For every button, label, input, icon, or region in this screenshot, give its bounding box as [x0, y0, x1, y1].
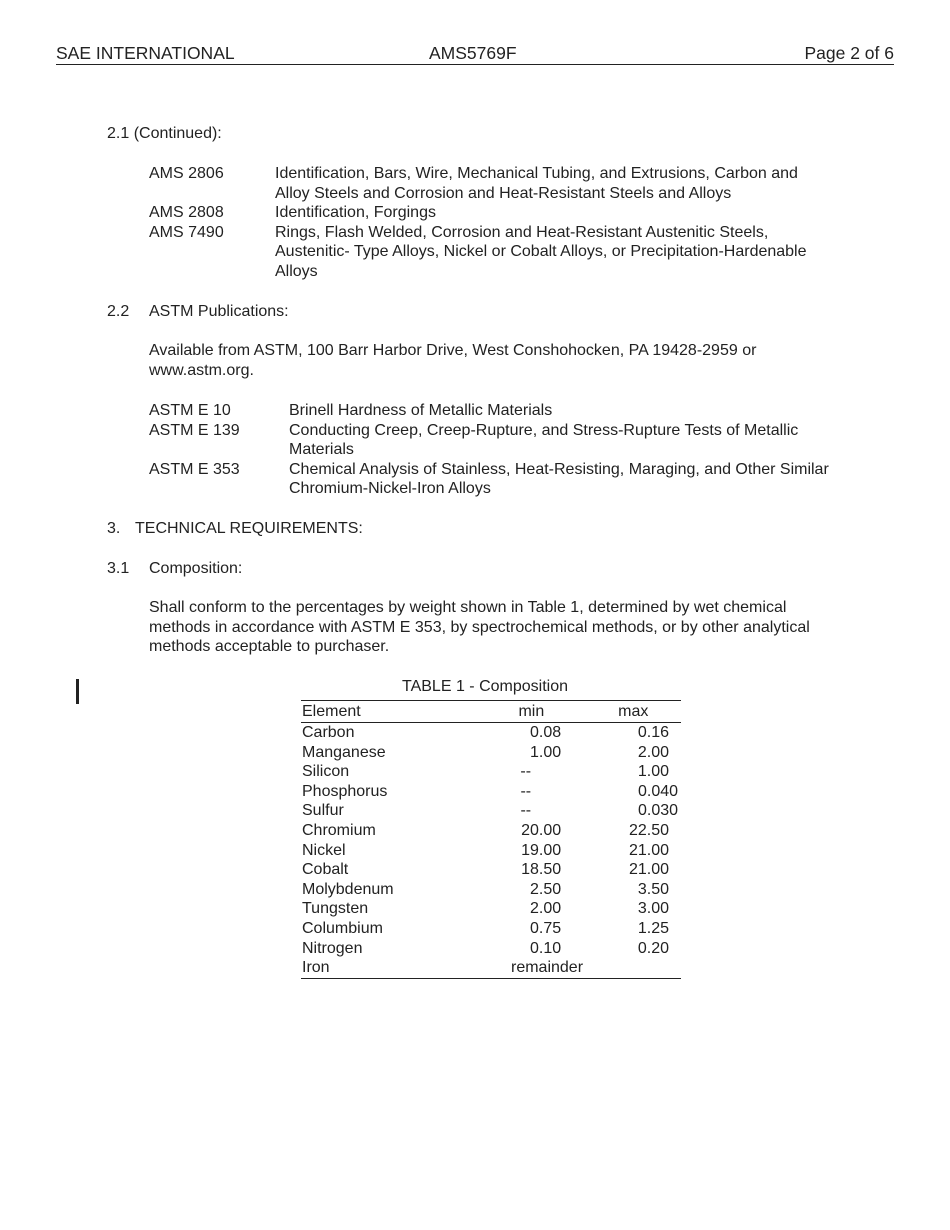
cell-max: 1.00 — [637, 763, 669, 781]
paragraph-line: methods acceptable to purchaser. — [149, 638, 390, 656]
reference-title — [289, 460, 879, 499]
table-row — [301, 743, 681, 763]
table-row — [301, 939, 681, 959]
cell-max: 0.040 — [637, 782, 679, 800]
header-min: min — [518, 703, 545, 721]
reference-title-line: Chromium-Nickel-Iron Alloys — [289, 480, 491, 498]
cell-max: 2.00 — [637, 743, 670, 761]
reference-id: ASTM E 10 — [149, 402, 231, 419]
table-row-iron — [301, 958, 681, 978]
table-row — [301, 801, 681, 821]
composition-paragraph — [149, 598, 879, 657]
reference-title — [289, 421, 879, 460]
revision-change-bar — [76, 679, 79, 704]
reference-id: AMS 7490 — [149, 223, 224, 241]
cell-min: -- — [520, 763, 532, 781]
cell-element: Nitrogen — [302, 939, 363, 957]
cell-min: 1.00 — [530, 743, 562, 761]
reference-title-line: Alloy Steels and Corrosion and Heat-Resistant Steels and Alloys — [275, 184, 732, 202]
ams-reference-2808 — [149, 203, 869, 223]
cell-element: Manganese — [302, 743, 386, 761]
availability-line: www.astm.org. — [149, 361, 254, 379]
section-3-number: 3. — [107, 520, 121, 537]
section-3-1-title: Composition: — [149, 560, 243, 577]
cell-element: Sulfur — [302, 802, 344, 820]
table-row — [301, 723, 681, 743]
reference-id: ASTM E 353 — [149, 460, 240, 478]
reference-title-line: Brinell Hardness of Metallic Materials — [289, 402, 553, 419]
cell-element: Iron — [302, 959, 330, 977]
cell-max: 21.00 — [628, 841, 670, 859]
header-max: max — [618, 703, 649, 721]
cell-min: -- — [520, 782, 532, 800]
reference-title-line: Chemical Analysis of Stainless, Heat-Resisting, Maraging, and Other Similar — [289, 460, 829, 478]
reference-id: ASTM E 139 — [149, 421, 240, 439]
cell-min: 0.08 — [530, 724, 562, 741]
section-2-2-title: ASTM Publications: — [149, 303, 289, 320]
cell-min: -- — [520, 802, 532, 820]
cell-element: Nickel — [302, 841, 346, 859]
reference-id: AMS 2808 — [149, 204, 224, 222]
page-header — [56, 44, 894, 65]
table-row — [301, 880, 681, 900]
section-2-1-heading: 2.1 (Continued): — [107, 125, 222, 142]
cell-element: Columbium — [302, 919, 383, 937]
ams-reference-7490 — [149, 223, 869, 282]
reference-title — [275, 223, 869, 282]
composition-table — [301, 700, 681, 979]
header-page-number: Page 2 of 6 — [804, 43, 894, 63]
table-row — [301, 860, 681, 880]
cell-min: 20.00 — [521, 821, 562, 839]
cell-element: Silicon — [302, 763, 350, 781]
cell-max: 0.20 — [637, 939, 670, 957]
cell-min: 0.75 — [530, 919, 562, 937]
table-row — [301, 899, 681, 919]
cell-max: 3.00 — [637, 900, 670, 918]
reference-title-line: Rings, Flash Welded, Corrosion and Heat-Resistant Austenitic Steels, — [275, 223, 769, 241]
header-element: Element — [302, 703, 361, 721]
table-row — [301, 919, 681, 939]
table-body — [301, 723, 681, 958]
paragraph-line: methods in accordance with ASTM E 353, by spectrochemical methods, or by other analytical — [149, 618, 810, 636]
cell-max: 21.00 — [628, 861, 670, 879]
cell-element: Tungsten — [302, 900, 369, 918]
table-1-title: TABLE 1 - Composition — [402, 678, 568, 695]
astm-reference-e139 — [149, 421, 879, 460]
reference-title-line: Alloys — [275, 262, 318, 280]
reference-title — [275, 203, 869, 223]
section-3-1-number: 3.1 — [107, 560, 130, 577]
header-org: SAE INTERNATIONAL — [56, 43, 235, 63]
reference-id: AMS 2806 — [149, 165, 224, 182]
reference-title-line: Conducting Creep, Creep-Rupture, and Stress-Rupture Tests of Metallic — [289, 421, 799, 439]
table-row — [301, 821, 681, 841]
table-row — [301, 762, 681, 782]
table-row — [301, 841, 681, 861]
ams-reference-2806 — [149, 164, 869, 203]
astm-reference-list — [149, 401, 879, 499]
cell-max: 3.50 — [637, 880, 670, 898]
reference-title-line: Austenitic- Type Alloys, Nickel or Cobalt Alloys, or Precipitation-Hardenable — [275, 243, 807, 261]
cell-element: Carbon — [302, 724, 355, 741]
availability-line: Available from ASTM, 100 Barr Harbor Drive, West Conshohocken, PA 19428-2959 or — [149, 342, 757, 359]
cell-element: Molybdenum — [302, 880, 394, 898]
reference-title-line: Identification, Forgings — [275, 204, 436, 222]
table-row — [301, 782, 681, 802]
astm-reference-e353 — [149, 460, 879, 499]
cell-element: Cobalt — [302, 861, 349, 879]
cell-min: 2.50 — [530, 880, 562, 898]
paragraph-line: Shall conform to the percentages by weight shown in Table 1, determined by wet chemical — [149, 599, 787, 616]
ams-reference-list — [149, 164, 869, 282]
reference-title-line: Identification, Bars, Wire, Mechanical Tubing, and Extrusions, Carbon and — [275, 165, 798, 182]
cell-max: 22.50 — [628, 821, 670, 839]
cell-min: 19.00 — [521, 841, 562, 859]
section-3-title: TECHNICAL REQUIREMENTS: — [135, 520, 363, 537]
header-doc-id: AMS5769F — [429, 43, 517, 63]
cell-max: 0.16 — [637, 724, 670, 741]
reference-title — [289, 401, 879, 421]
table-header-row — [301, 701, 681, 723]
astm-availability — [149, 341, 869, 380]
section-2-2-number: 2.2 — [107, 303, 130, 320]
reference-title-line: Materials — [289, 441, 354, 459]
cell-min: 2.00 — [530, 900, 562, 918]
cell-element: Chromium — [302, 821, 376, 839]
reference-title — [275, 164, 869, 203]
cell-remainder: remainder — [511, 959, 584, 977]
cell-min: 18.50 — [521, 861, 562, 879]
cell-max: 0.030 — [637, 802, 679, 820]
astm-reference-e10 — [149, 401, 879, 421]
cell-element: Phosphorus — [302, 782, 388, 800]
cell-max: 1.25 — [637, 919, 670, 937]
cell-min: 0.10 — [530, 939, 562, 957]
